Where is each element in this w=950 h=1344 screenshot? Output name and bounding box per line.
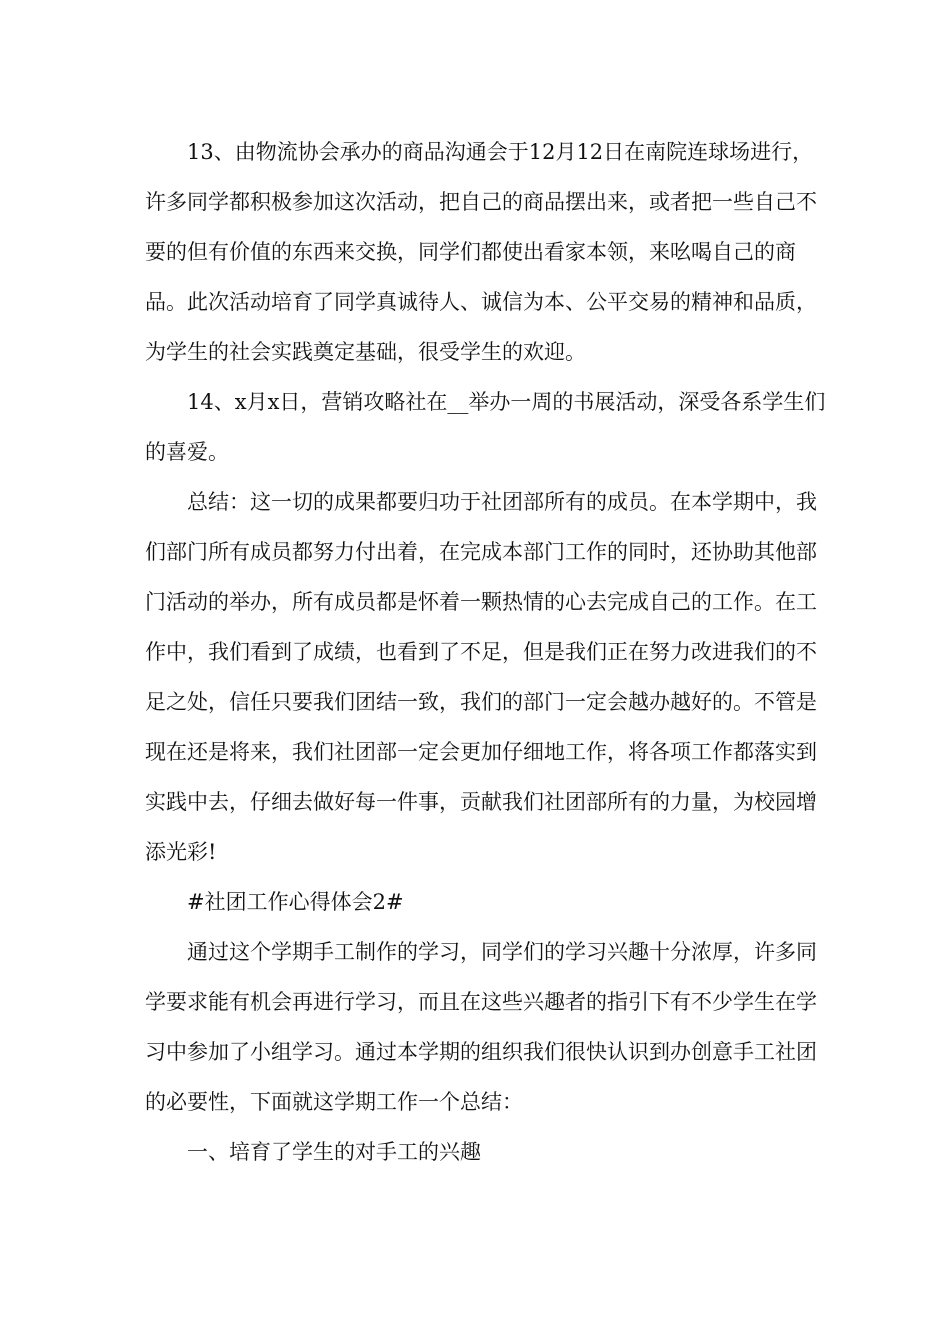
section-heading-2: #社团工作心得体会2# (187, 890, 404, 914)
paragraph-item-14: 14、x月x日，营销攻略社在__举办一周的书展活动，深受各系学生们的喜爱。 (145, 390, 826, 464)
paragraph-item-13: 13、由物流协会承办的商品沟通会于12月12日在南院连球场进行，许多同学都积极参加这次活动，把自己的商品摆出来，或者把一些自己不要的但有价值的东西来交换，同学们都使出看家本领，来吆喝自己的商品。此次活动培育了同学真诚待人、诚信为本、公平交易的精神和品质，为学生的社会实践奠定基础，很受学生的欢迎。 (145, 140, 817, 364)
paragraph-summary: 总结：这一切的成果都要归功于社团部所有的成员。在本学期中，我们部门所有成员都努力付出着，在完成本部门工作的同时，还协助其他部门活动的举办，所有成员都是怀着一颗热情的心去完成自己的工作。在工作中，我们看到了成绩，也看到了不足，但是我们正在努力改进我们的不足之处，信任只要我们团结一致，我们的部门一定会越办越好的。不管是现在还是将来，我们社团部一定会更加仔细地工作，将各项工作都落实到实践中去，仔细去做好每一件事，贡献我们社团部所有的力量，为校园增添光彩! (145, 490, 817, 864)
paragraph-intro: 通过这个学期手工制作的学习，同学们的学习兴趣十分浓厚，许多同学要求能有机会再进行学习，而且在这些兴趣者的指引下有不少学生在学习中参加了小组学习。通过本学期的组织我们很快认识到办创意手工社团的必要性，下面就这学期工作一个总结： (145, 940, 817, 1114)
subheading-1: 一、培育了学生的对手工的兴趣 (187, 1140, 481, 1164)
document-page (145, 127, 830, 1177)
